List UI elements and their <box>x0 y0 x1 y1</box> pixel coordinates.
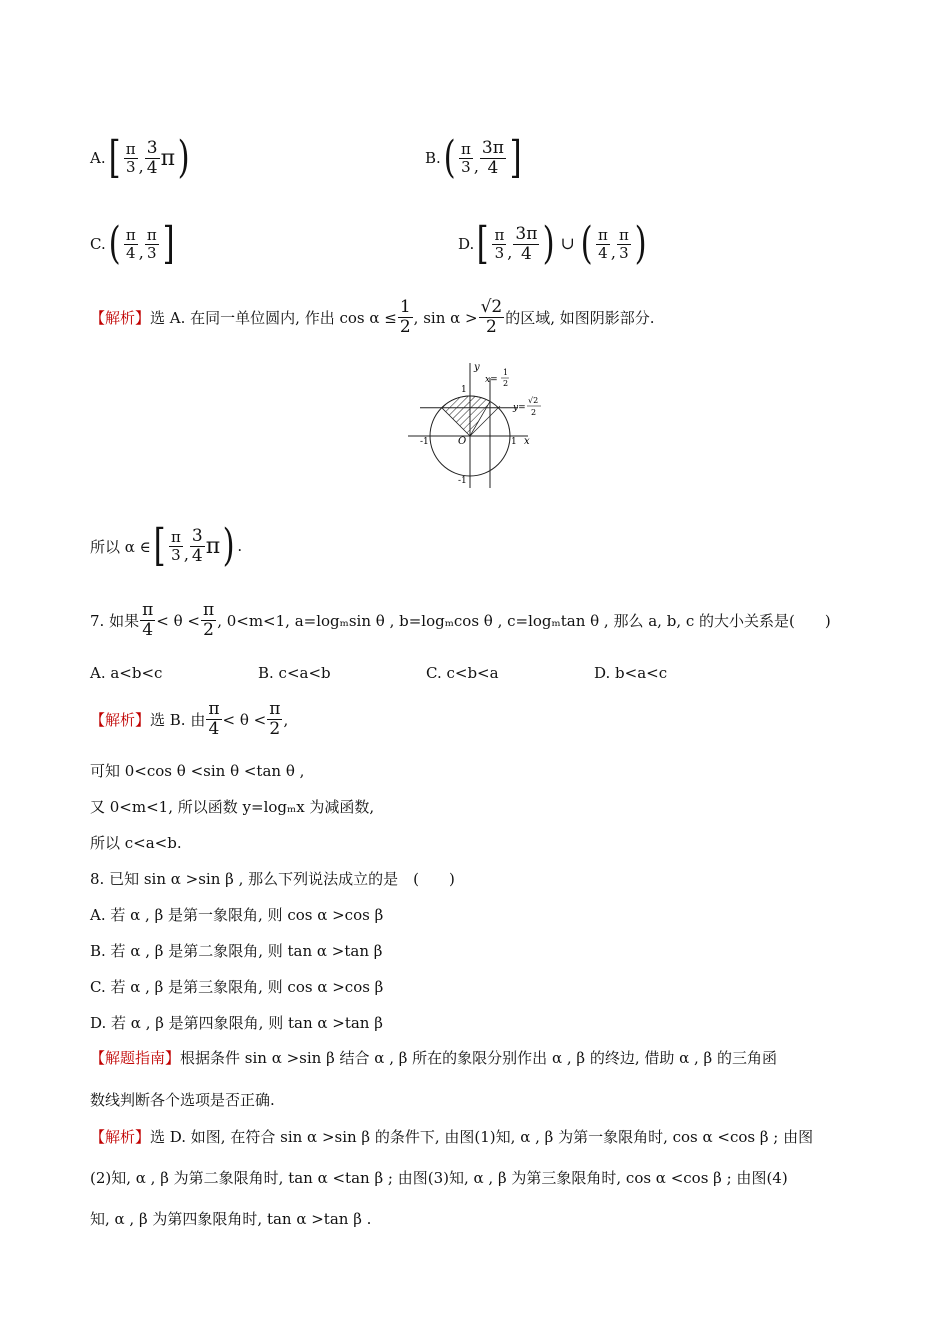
q8-option-b: B. 若 α , β 是第二象限角, 则 tan α >tan β <box>90 942 383 960</box>
hint-8-line2: 数线判断各个选项是否正确. <box>90 1091 275 1109</box>
q7-option-b: B. c<a<b <box>258 664 331 682</box>
svg-text:√2: √2 <box>528 396 539 405</box>
solution-8-line2: (2)知, α , β 为第二象限角时, tan α <tan β ; 由图(3)知, α , β 为第三象限角时, cos α <cos β ; 由图(4) <box>90 1169 788 1187</box>
svg-text:2: 2 <box>531 408 537 417</box>
option-d: D. [ $\frac{\pi}{3}$ , $\frac{3\pi}{4}$ ) ∪ ( $\frac{\pi}{4}$ , $\frac{\pi}{3}$ ) <box>458 218 647 269</box>
solution-6-conclusion: 所以 α ∈ [ $\frac{\pi}{3}$ , $\frac{3}{4}$ π ) . <box>90 520 243 571</box>
option-c: C. ( $\frac{\pi}{4}$ , $\frac{\pi}{3}$ ] <box>90 218 175 269</box>
tick-neg1-y: -1 <box>458 476 467 486</box>
x-label: x <box>524 436 530 447</box>
solution-7-line4: 所以 c<a<b. <box>90 834 182 852</box>
line-x-label: x= <box>485 375 498 385</box>
shaded-region <box>442 396 490 436</box>
unit-circle-figure <box>400 358 550 493</box>
svg-text:1: 1 <box>503 368 509 377</box>
solution-8-line3: 知, α , β 为第四象限角时, tan α >tan β . <box>90 1210 372 1228</box>
y-label: y <box>474 362 480 373</box>
q7-option-c: C. c<b<a <box>426 664 499 682</box>
tick-neg1-x: -1 <box>420 437 429 447</box>
solution-6-line: 【解析】 选 A. 在同一单位圆内, 作出 cos α ≤ $\frac{1}{2}$ , sin α > $\frac{√2}{2}$ 的区域, 如图阴影部分. <box>90 297 655 337</box>
hint-8-line1: 【解题指南】根据条件 sin α >sin β 结合 α , β 所在的象限分别作出 α , β 的终边, 借助 α , β 的三角函 <box>90 1049 778 1067</box>
solution-7-line3: 又 0<m<1, 所以函数 y=logₘx 为减函数, <box>90 798 375 816</box>
line-y-label: y= <box>513 403 526 413</box>
q7-option-a: A. a<b<c <box>90 664 163 682</box>
option-b: B. ( $\frac{\pi}{3}$ , $\frac{3\pi}{4}$ ] <box>425 132 522 183</box>
solution-8-line1: 【解析】选 D. 如图, 在符合 sin α >sin β 的条件下, 由图(1)知, α , β 为第一象限角时, cos α <cos β ; 由图 <box>90 1128 814 1146</box>
option-a: A. [ $\frac{\pi}{3}$ , $\frac{3}{4}$ π ) <box>90 132 190 183</box>
q8-option-c: C. 若 α , β 是第三象限角, 则 cos α >cos β <box>90 978 384 996</box>
q8-option-a: A. 若 α , β 是第一象限角, 则 cos α >cos β <box>90 906 384 924</box>
question-7: 7. 如果 $\frac{\pi}{4}$ < θ < $\frac{\pi}{2}$ , 0<m<1, a=logₘsin θ , b=logₘcos θ , c=logₘtan θ , 那么 a, b, c 的大小关系是( ) <box>90 600 831 640</box>
question-8: 8. 已知 sin α >sin β , 那么下列说法成立的是 ( ) <box>90 870 455 888</box>
q7-option-d: D. b<a<c <box>594 664 668 682</box>
svg-text:2: 2 <box>503 379 509 388</box>
tick-1-x: 1 <box>511 437 517 447</box>
origin-label: O <box>458 436 467 447</box>
solution-7-line1: 【解析】 选 B. 由 $\frac{\pi}{4}$ < θ < $\frac{\pi}{2}$ , <box>90 699 289 739</box>
solution-7-line2: 可知 0<cos θ <sin θ <tan θ , <box>90 762 305 780</box>
q8-option-d: D. 若 α , β 是第四象限角, 则 tan α >tan β <box>90 1014 383 1032</box>
tick-1-y: 1 <box>461 385 467 395</box>
